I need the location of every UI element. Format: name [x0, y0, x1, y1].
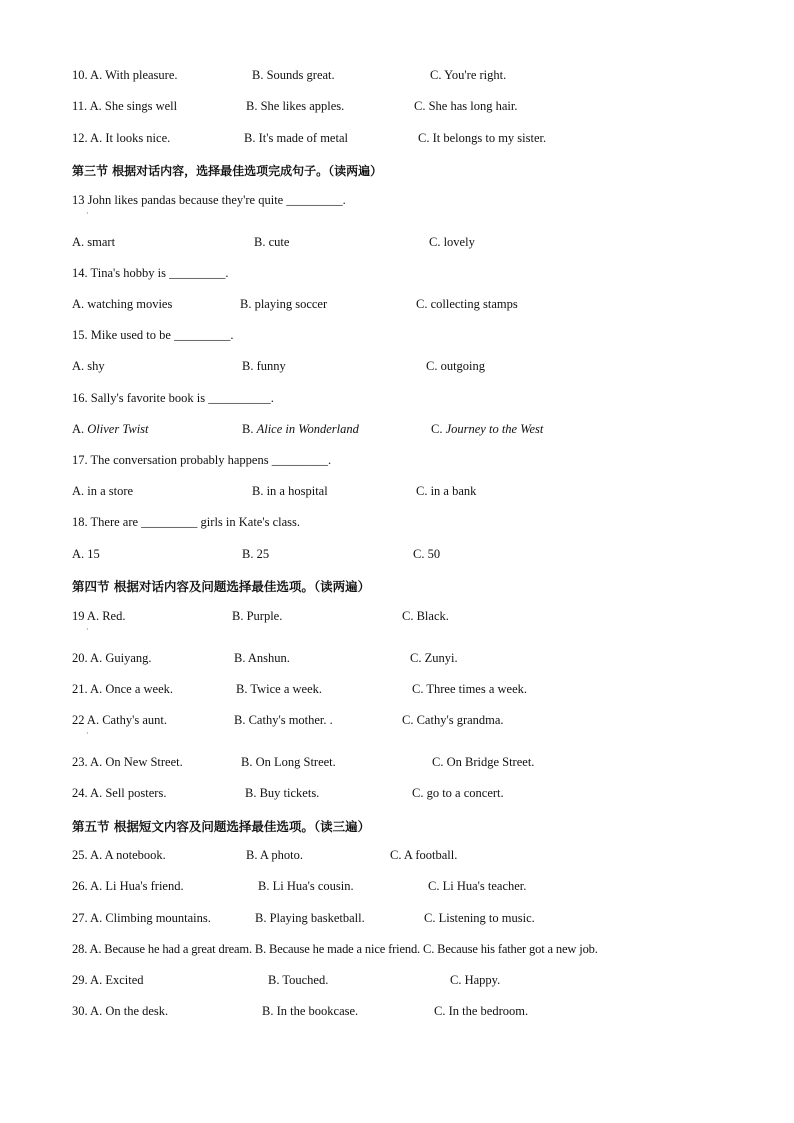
option-b: B. 25 — [242, 547, 270, 561]
question-stem: 13 John likes pandas because they're quite _________. — [72, 193, 346, 207]
option-c: C. Happy. — [450, 973, 501, 987]
option-c: C. Black. — [402, 609, 449, 623]
option-a: 26. A. Li Hua's friend. — [72, 879, 184, 893]
option-a: A. smart — [72, 235, 116, 249]
option-b: B. Playing basketball. — [255, 911, 365, 925]
option-a: 19 A. Red. — [72, 609, 126, 623]
dot-mark: · — [86, 209, 89, 218]
option-a: 10. A. With pleasure. — [72, 68, 178, 82]
question-stem: 15. Mike used to be _________. — [72, 328, 234, 342]
question-20 — [0, 651, 794, 669]
option-c: C. It belongs to my sister. — [418, 131, 547, 145]
option-b: B. in a hospital — [252, 484, 328, 498]
question-stem: 14. Tina's hobby is _________. — [72, 266, 229, 280]
option-c: C. 50 — [413, 547, 441, 561]
option-c: C. Li Hua's teacher. — [428, 879, 527, 893]
option-c: C. lovely — [429, 235, 475, 249]
option-b: B. Sounds great. — [252, 68, 335, 82]
question-25 — [0, 848, 794, 866]
option-letter: B. — [242, 422, 257, 436]
question-29 — [0, 973, 794, 991]
question-26 — [0, 879, 794, 897]
option-b: B. playing soccer — [240, 297, 328, 311]
question-stem: 17. The conversation probably happens _________. — [72, 453, 332, 467]
option-a: 24. A. Sell posters. — [72, 786, 167, 800]
dot-mark: · — [86, 729, 89, 738]
question-11 — [0, 99, 794, 117]
question-18-options — [0, 547, 794, 565]
dot-mark: · — [86, 625, 89, 634]
question-13-stem — [0, 193, 794, 211]
question-15-stem — [0, 328, 794, 346]
question-19 — [0, 609, 794, 627]
option-a: 11. A. She sings well — [72, 99, 178, 113]
book-title: Journey to the West — [445, 422, 544, 436]
option-b: B. Purple. — [232, 609, 283, 623]
option-a: A. shy — [72, 359, 105, 373]
section-3-heading: 第三节 根据对话内容，选择最佳选项完成句子。（读两遍） — [72, 164, 383, 178]
option-letter: A. — [72, 422, 88, 436]
question-27 — [0, 911, 794, 929]
question-24 — [0, 786, 794, 804]
option-a: A. in a store — [72, 484, 134, 498]
question-options-full: 28. A. Because he had a great dream. B. Because he made a nice friend. C. Because his father got a new job. — [72, 942, 598, 956]
option-b: B. On Long Street. — [241, 755, 336, 769]
option-c: C. Listening to music. — [424, 911, 535, 925]
question-18-stem — [0, 515, 794, 533]
option-b: B. Touched. — [268, 973, 329, 987]
option-c: C. In the bedroom. — [434, 1004, 529, 1018]
option-c: C. She has long hair. — [414, 99, 518, 113]
option-letter: C. — [431, 422, 446, 436]
option-c — [431, 422, 543, 437]
question-17-stem — [0, 453, 794, 471]
option-c: C. in a bank — [416, 484, 477, 498]
question-14-options — [0, 297, 794, 315]
question-12 — [0, 131, 794, 149]
option-c: C. go to a concert. — [412, 786, 504, 800]
option-c: C. Zunyi. — [410, 651, 458, 665]
option-a: 25. A. A notebook. — [72, 848, 166, 862]
question-22 — [0, 713, 794, 731]
option-a: 22 A. Cathy's aunt. — [72, 713, 167, 727]
option-c: C. A football. — [390, 848, 458, 862]
question-stem: 18. There are _________ girls in Kate's class. — [72, 515, 301, 529]
option-b: B. Buy tickets. — [245, 786, 320, 800]
question-23 — [0, 755, 794, 773]
option-b: B. It's made of metal — [244, 131, 348, 145]
option-c: C. Cathy's grandma. — [402, 713, 504, 727]
option-c: C. On Bridge Street. — [432, 755, 535, 769]
question-16-options — [0, 422, 794, 440]
question-28 — [0, 942, 794, 960]
option-b: B. Cathy's mother. . — [234, 713, 333, 727]
option-a — [72, 422, 149, 437]
question-13-options — [0, 235, 794, 253]
option-a: 12. A. It looks nice. — [72, 131, 171, 145]
question-21 — [0, 682, 794, 700]
question-15-options — [0, 359, 794, 377]
option-a: 20. A. Guiyang. — [72, 651, 152, 665]
question-16-stem — [0, 391, 794, 409]
option-b: B. A photo. — [246, 848, 303, 862]
option-a: A. watching movies — [72, 297, 173, 311]
book-title: Oliver Twist — [87, 422, 149, 436]
option-b: B. Anshun. — [234, 651, 290, 665]
section-5-heading: 第五节 根据短文内容及问题选择最佳选项。（读三遍） — [72, 819, 371, 834]
option-a: 27. A. Climbing mountains. — [72, 911, 211, 925]
option-c: C. You're right. — [430, 68, 507, 82]
section-4-heading: 第四节 根据对话内容及问题选择最佳选项。（读两遍） — [72, 579, 371, 594]
question-30 — [0, 1004, 794, 1022]
option-c: C. Three times a week. — [412, 682, 528, 696]
option-b — [242, 422, 359, 437]
option-b: B. cute — [254, 235, 290, 249]
question-17-options — [0, 484, 794, 502]
question-14-stem — [0, 266, 794, 284]
option-b: B. funny — [242, 359, 286, 373]
option-a: 29. A. Excited — [72, 973, 144, 987]
option-a: 30. A. On the desk. — [72, 1004, 169, 1018]
option-a: A. 15 — [72, 547, 100, 561]
option-b: B. She likes apples. — [246, 99, 345, 113]
option-b: B. Li Hua's cousin. — [258, 879, 354, 893]
book-title: Alice in Wonderland — [256, 422, 359, 436]
question-10 — [0, 68, 794, 86]
question-stem: 16. Sally's favorite book is __________. — [72, 391, 274, 405]
option-b: B. In the bookcase. — [262, 1004, 359, 1018]
option-c: C. outgoing — [426, 359, 486, 373]
option-a: 21. A. Once a week. — [72, 682, 174, 696]
option-a: 23. A. On New Street. — [72, 755, 183, 769]
option-c: C. collecting stamps — [416, 297, 518, 311]
option-b: B. Twice a week. — [236, 682, 323, 696]
